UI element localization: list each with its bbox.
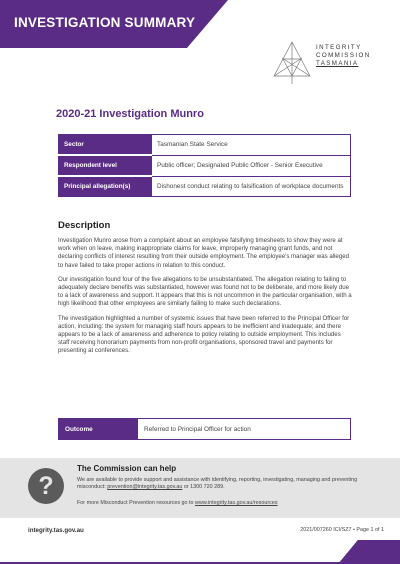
table-row <box>59 135 351 156</box>
row-label-principal-allegations: Principal allegation(s) <box>59 176 152 197</box>
row-value-principal-allegations: Dishonest conduct relating to falsification of workplace documents <box>152 176 351 197</box>
description-heading: Description <box>58 220 111 231</box>
footer-reference: 2021/007260 ICI/SZ7 • Page 1 of 1 <box>300 527 384 533</box>
description-body <box>58 237 352 362</box>
question-mark-icon: ? <box>28 468 64 504</box>
row-value-respondent-level: Public officer; Designated Public Officer - Senior Executive <box>152 155 351 176</box>
outcome-table <box>58 418 351 440</box>
footer-band <box>338 540 400 564</box>
table-row <box>59 155 351 176</box>
description-paragraph: Our investigation found four of the five allegations to be unsubstantiated. The allegation relating to failing to adequately declare benefits was substantiated, however was found not to be deliberate, and more likely due to a lack of awareness and support. It appears that this is not uncommon in the particular organisation, with a high likelihood that other employees are similarly failing to make such declarations. <box>58 275 352 308</box>
footer-website: integrity.tas.gov.au <box>28 527 84 534</box>
outcome-value: Referred to Principal Officer for action <box>138 419 351 440</box>
table-row <box>59 419 351 440</box>
logo-line-tasmania: TASMANIA <box>316 60 359 68</box>
description-paragraph: Investigation Munro arose from a complaint about an employee falsifying timesheets to show they were at work when on leave, making inappropriate claims for leave, improperly managing grant funds, and not declaring conflicts of interest resulting from their outside employment. The employee's manager was alleged to have failed to take proper actions in relation to this conduct. <box>58 237 349 269</box>
outcome-label: Outcome <box>59 419 138 440</box>
logo-line-integrity: INTEGRITY <box>316 44 362 51</box>
integrity-commission-logo <box>272 40 392 92</box>
description-paragraph: The investigation highlighted a number of systemic issues that have been referred to the Principal Officer for action, including: the system for managing staff hours appears to be inefficient and inadequate; and there appears to be a lack of awareness and adherence to policy relating to outside employment. This includes staff receiving honorarium payments from non-profit organisations, sponsored travel and payments for presenting at conferences. <box>58 314 350 355</box>
help-email-link[interactable]: prevention@integrity.tas.gov.au <box>107 484 183 490</box>
help-body-text: We are available to provide support and assistance with identifying, reporting, investigating, managing and preventing misconduct: <box>77 477 358 490</box>
page-header-title: INVESTIGATION SUMMARY <box>14 15 196 30</box>
logo-line-commission: COMMISSION <box>316 52 371 60</box>
resources-link[interactable]: www.integrity.tas.gov.au/resources <box>195 500 278 506</box>
logo-mark-icon <box>272 40 312 86</box>
row-label-sector: Sector <box>59 135 152 156</box>
help-body-end: . <box>223 484 225 490</box>
help-heading: The Commission can help <box>77 464 177 473</box>
help-resources-text: For more Misconduct Prevention resources go to <box>77 500 196 506</box>
logo-wordmark <box>316 44 371 69</box>
help-body-joiner: or <box>182 484 191 490</box>
help-phone: 1300 720 289 <box>190 484 224 490</box>
table-row <box>59 176 351 197</box>
help-body <box>77 477 377 491</box>
investigation-title: 2020-21 Investigation Munro <box>56 108 204 120</box>
help-resources <box>77 500 377 507</box>
investigation-details-table <box>58 134 351 197</box>
help-panel <box>0 458 400 518</box>
row-label-respondent-level: Respondent level <box>59 155 152 176</box>
row-value-sector: Tasmanian State Service <box>152 135 351 156</box>
